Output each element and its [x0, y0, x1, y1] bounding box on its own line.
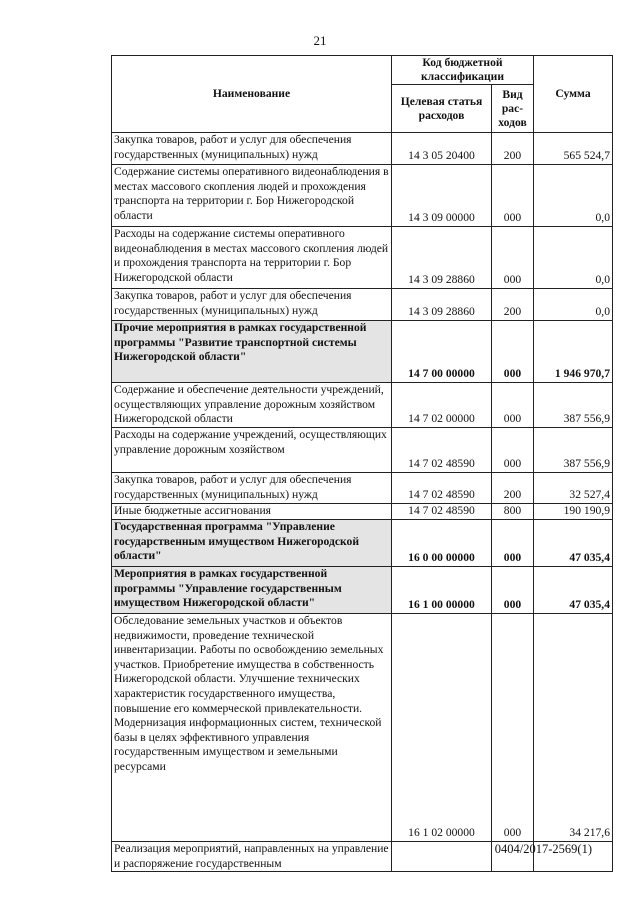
row-name: Закупка товаров, работ и услуг для обеспечения государственных (муниципальных) нужд: [112, 289, 392, 321]
row-target-article: 14 7 02 48590: [392, 428, 492, 473]
row-sum: 387 556,9: [534, 383, 613, 428]
table-row: [112, 227, 613, 289]
row-expense-type: 000: [492, 614, 534, 842]
row-target-article: 14 3 09 28860: [392, 289, 492, 321]
budget-table: [111, 55, 613, 872]
row-target-article: 16 1 00 00000: [392, 567, 492, 614]
header-code-group: Код бюджетной классификации: [392, 56, 534, 85]
row-expense-type: 000: [492, 165, 534, 227]
row-name: Государственная программа "Управление государственным имуществом Нижегородской области": [112, 520, 392, 567]
header-sum: Сумма: [534, 56, 613, 133]
table-row: [112, 614, 613, 842]
row-target-article: 14 3 09 00000: [392, 165, 492, 227]
table-row: [112, 520, 613, 567]
row-sum: 1 946 970,7: [534, 321, 613, 383]
row-sum: 32 527,4: [534, 473, 613, 504]
row-target-article: 16 0 00 00000: [392, 520, 492, 567]
row-name: Расходы на содержание учреждений, осуществляющих управление дорожным хозяйством: [112, 428, 392, 473]
header-target-article: Целевая статья расходов: [392, 85, 492, 133]
row-name: Реализация мероприятий, направленных на управление и распоряжение государственным: [112, 842, 392, 872]
row-name: Мероприятия в рамках государственной программы "Управление государственным имуществом Нижегородской области": [112, 567, 392, 614]
row-target-article: 14 3 09 28860: [392, 227, 492, 289]
table-row: [112, 165, 613, 227]
row-sum: 34 217,6: [534, 614, 613, 842]
table-body: [112, 133, 613, 872]
row-sum: 0,0: [534, 227, 613, 289]
table-row: [112, 504, 613, 520]
row-sum: 0,0: [534, 165, 613, 227]
row-expense-type: 000: [492, 520, 534, 567]
row-name: Расходы на содержание системы оперативного видеонаблюдения в местах массового скопления людей и прохождения транспорта на территории г. Бор Нижегородской области: [112, 227, 392, 289]
table-row: [112, 321, 613, 383]
row-sum: 565 524,7: [534, 133, 613, 165]
row-expense-type: 800: [492, 504, 534, 520]
row-name: Иные бюджетные ассигнования: [112, 504, 392, 520]
row-target-article: [392, 842, 492, 872]
row-sum: 0,0: [534, 289, 613, 321]
row-expense-type: 000: [492, 567, 534, 614]
row-name: Прочие мероприятия в рамках государственной программы "Развитие транспортной системы Нижегородской области": [112, 321, 392, 383]
row-target-article: 14 7 02 48590: [392, 473, 492, 504]
row-target-article: 14 3 05 20400: [392, 133, 492, 165]
table-row: [112, 428, 613, 473]
row-expense-type: 200: [492, 133, 534, 165]
row-name: Закупка товаров, работ и услуг для обеспечения государственных (муниципальных) нужд: [112, 133, 392, 165]
row-expense-type: 000: [492, 321, 534, 383]
row-sum: 190 190,9: [534, 504, 613, 520]
table-row: [112, 289, 613, 321]
row-target-article: 14 7 02 00000: [392, 383, 492, 428]
header-expense-type: Вид рас-ходов: [492, 85, 534, 133]
table-row: [112, 473, 613, 504]
table-row: [112, 567, 613, 614]
row-sum: 47 035,4: [534, 520, 613, 567]
row-name: Содержание и обеспечение деятельности учреждений, осуществляющих управление дорожным хозяйством Нижегородской области: [112, 383, 392, 428]
page-number: 21: [313, 33, 327, 48]
row-sum: 387 556,9: [534, 428, 613, 473]
row-sum: 47 035,4: [534, 567, 613, 614]
row-expense-type: 200: [492, 473, 534, 504]
row-target-article: 14 7 00 00000: [392, 321, 492, 383]
row-target-article: 14 7 02 48590: [392, 504, 492, 520]
row-expense-type: 000: [492, 428, 534, 473]
row-name: Содержание системы оперативного видеонаблюдения в местах массового скопления людей и прохождения транспорта на территории г. Бор Нижегородской области: [112, 165, 392, 227]
row-target-article: 16 1 02 00000: [392, 614, 492, 842]
row-name: Обследование земельных участков и объектов недвижимости, проведение технической инвентаризации. Работы по освобождению земельных участков. Приобретение имущества в собственность Нижегородской области. Улучшение технических характеристик государственного имущества, повышение его коммерческой привлекательности. Модернизация информационных систем, технической базы в целях эффективного управления государственным имуществом и земельными ресурсами: [112, 614, 392, 842]
row-expense-type: 200: [492, 289, 534, 321]
table-row: [112, 133, 613, 165]
row-name: Закупка товаров, работ и услуг для обеспечения государственных (муниципальных) нужд: [112, 473, 392, 504]
table-row: [112, 383, 613, 428]
header-name: Наименование: [112, 56, 392, 133]
row-expense-type: 000: [492, 227, 534, 289]
document-code: 0404/2017-2569(1): [494, 842, 592, 856]
row-expense-type: 000: [492, 383, 534, 428]
